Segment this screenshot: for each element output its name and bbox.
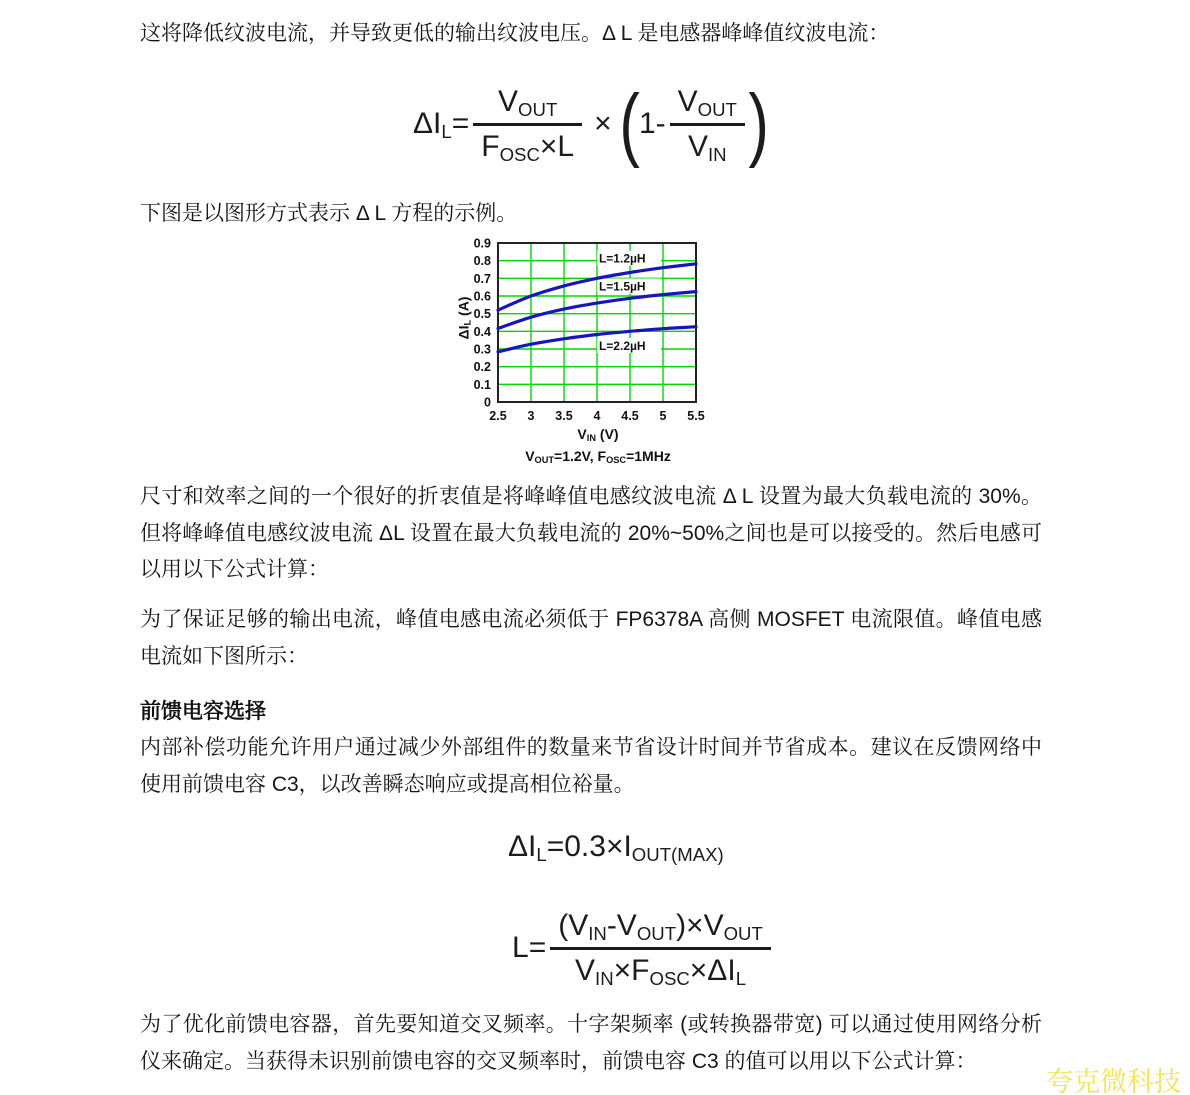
- svg-text:0.1: 0.1: [473, 377, 491, 392]
- one-minus: 1-: [638, 107, 666, 140]
- fraction: [550, 909, 771, 988]
- paragraph-figure-intro: 下图是以图形方式表示 Δ L 方程的示例。: [140, 202, 518, 225]
- chart-y-axis-label: $\Delta I_L$ (A): [455, 296, 473, 340]
- svg-text:5: 5: [659, 409, 667, 423]
- svg-text:4: 4: [593, 409, 601, 423]
- equals-sign: =: [528, 931, 547, 964]
- svg-text:3.5: 3.5: [555, 409, 573, 423]
- fraction: [473, 85, 582, 164]
- formula-term: $=0.3\times I_{OUT(MAX)}$: [546, 830, 724, 866]
- svg-text:L=1.5µH: L=1.5µH: [598, 279, 646, 294]
- svg-text:0.4: 0.4: [473, 324, 491, 339]
- svg-text:0.2: 0.2: [473, 360, 491, 375]
- svg-text:0.8: 0.8: [473, 254, 491, 269]
- formula-inductance: [512, 903, 775, 993]
- svg-text:4.5: 4.5: [621, 409, 639, 423]
- denominator: $F_{OSC}\times L$: [473, 123, 582, 164]
- svg-text:L=1.2µH: L=1.2µH: [598, 251, 646, 266]
- equals-sign: =: [451, 107, 470, 140]
- numerator: $V_{OUT}$: [498, 84, 558, 120]
- paragraph-mosfet-limit: 为了保证足够的输出电流，峰值电感电流必须低于 FP6378A 高侧 MOSFET 电流限值。峰值电感电流如下图所示：: [140, 608, 1042, 668]
- denominator: $V_{IN}\times F_{OSC}\times\Delta I_L$: [550, 947, 771, 988]
- svg-text:0.3: 0.3: [473, 342, 491, 357]
- chart-x-axis-label: $V_{IN}$ (V): [577, 426, 619, 443]
- paragraph-compensation: 内部补偿功能允许用户通过减少外部组件的数量来节省设计时间并节省成本。建议在反馈网络中使用前馈电容 C3，以改善瞬态响应或提高相位裕量。: [140, 736, 1042, 796]
- paragraph-ripple-current: 这将降低纹波电流，并导致更低的输出纹波电压。Δ L 是电感器峰峰值纹波电流：: [140, 22, 890, 45]
- paragraph-tradeoff: 尺寸和效率之间的一个很好的折衷值是将峰峰值电感纹波电流 Δ L 设置为最大负载电流的 30%。但将峰峰值电感纹波电流 ΔL 设置在最大负载电流的 20%~50%之间也是可以接受的。然后电感可以用以下公式计算：: [140, 485, 1042, 581]
- formula-ripple-current: $\Delta I_L$ = $\frac{V_{OUT}}{F_{OSC}\times L}$ × ( 1- $\frac{V_{OUT}}{V_{IN}}$ ): [413, 78, 769, 169]
- formula-delta-il: [508, 830, 724, 864]
- svg-text:5.5: 5.5: [687, 409, 705, 423]
- numerator: $V_{OUT}$: [677, 84, 737, 120]
- section-heading-feedforward-cap: 前馈电容选择: [140, 700, 266, 723]
- svg-text:0.7: 0.7: [473, 271, 491, 286]
- svg-text:0.9: 0.9: [473, 236, 491, 251]
- fraction: [670, 85, 745, 164]
- svg-text:2.5: 2.5: [489, 409, 507, 423]
- denominator: $V_{IN}$: [670, 123, 745, 164]
- paragraph-crossover: 为了优化前馈电容器，首先要知道交叉频率。十字架频率 (或转换器带宽) 可以通过使用网络分析仪来确定。当获得未识别前馈电容的交叉频率时，前馈电容 C3 的值可以用以下公式计算：: [140, 1013, 1042, 1073]
- ripple-chart-svg: [438, 236, 738, 428]
- svg-text:0.5: 0.5: [473, 307, 491, 322]
- svg-text:3: 3: [527, 409, 535, 423]
- svg-text:L=2.2µH: L=2.2µH: [598, 339, 646, 353]
- formula-term: L: [512, 931, 529, 964]
- svg-text:0: 0: [484, 395, 491, 410]
- multiply-sign: ×: [594, 107, 612, 140]
- watermark: 夸克微科技: [1046, 1067, 1181, 1095]
- formula-term: $\Delta I_L$: [413, 107, 452, 143]
- formula-term: $\Delta I_L$: [508, 830, 547, 866]
- chart-caption: $V_{OUT}=1.2V$, $F_{OSC}=1MHz$: [525, 448, 671, 465]
- numerator: $(V_{IN}-V_{OUT})\times V_{OUT}$: [558, 908, 763, 944]
- svg-text:0.6: 0.6: [473, 289, 491, 304]
